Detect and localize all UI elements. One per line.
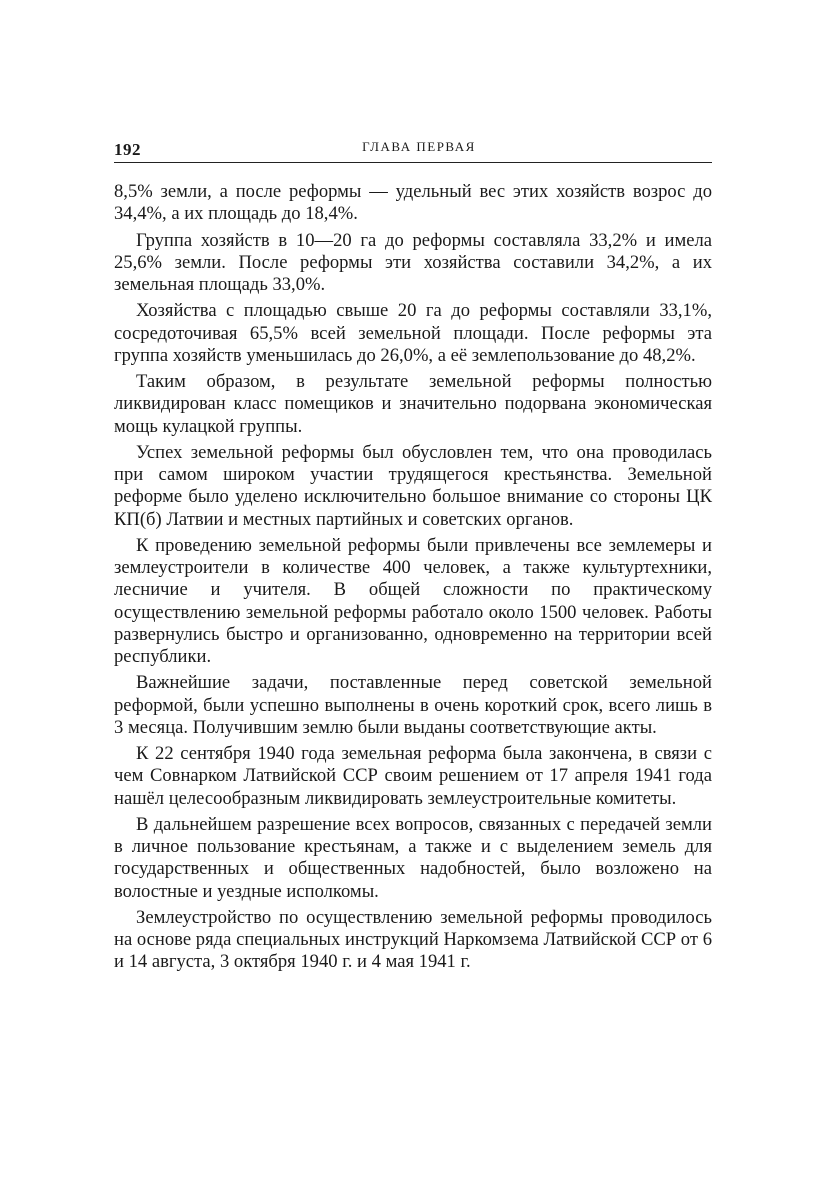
- paragraph: Хозяйства с площадью свыше 20 га до реформы составляли 33,1%, сосредоточивая 65,5% всей земельной площади. После реформы эта группа хозяйств уменьшилась до 26,0%, а её землепользование до 48,2%.: [114, 300, 712, 366]
- page-number: 192: [114, 140, 141, 159]
- paragraph: Группа хозяйств в 10—20 га до реформы составляла 33,2% и имела 25,6% земли. После реформы эти хозяйства составили 34,2%, а их земельная площадь 33,0%.: [114, 229, 712, 295]
- body-text: [114, 181, 712, 978]
- paragraph: 8,5% земли, а после реформы — удельный вес этих хозяйств возрос до 34,4%, а их площадь до 18,4%.: [114, 181, 712, 225]
- paragraph: Таким образом, в результате земельной реформы полностью ликвидирован класс помещиков и значительно подорвана экономическая мощь кулацкой группы.: [114, 371, 712, 437]
- paragraph: К 22 сентября 1940 года земельная реформа была закончена, в связи с чем Совнарком Латвийской ССР своим решением от 17 апреля 1941 года нашёл целесообразным ликвидировать землеустроительные комитеты.: [114, 743, 712, 809]
- page-header: [114, 136, 712, 163]
- paragraph: В дальнейшем разрешение всех вопросов, связанных с передачей земли в личное пользование крестьянам, а также и с выделением земель для государственных и общественных надобностей, было возложено на волостные и уездные исполкомы.: [114, 813, 712, 902]
- paragraph: Землеустройство по осуществлению земельной реформы проводилось на основе ряда специальных инструкций Наркомзема Латвийской ССР от 6 и 14 августа, 3 октября 1940 г. и 4 мая 1941 г.: [114, 906, 712, 973]
- paragraph: Успех земельной реформы был обусловлен тем, что она проводилась при самом широком участии трудящегося крестьянства. Земельной реформе было уделено исключительно большое внимание со стороны ЦК КП(б) Латвии и местных партийных и советских органов.: [114, 441, 712, 530]
- paragraph: Важнейшие задачи, поставленные перед советской земельной реформой, были успешно выполнены в очень короткий срок, всего лишь в 3 месяца. Получившим землю были выданы соответствующие акты.: [114, 672, 712, 738]
- paragraph: К проведению земельной реформы были привлечены все землемеры и землеустроители в количестве 400 человек, а также культуртехники, лесничие и учителя. В общей сложности по практическому осуществлению земельной реформы работало около 1500 человек. Работы развернулись быстро и организованно, одновременно на территории всей республики.: [114, 534, 712, 667]
- running-head: ГЛАВА ПЕРВАЯ: [362, 139, 476, 154]
